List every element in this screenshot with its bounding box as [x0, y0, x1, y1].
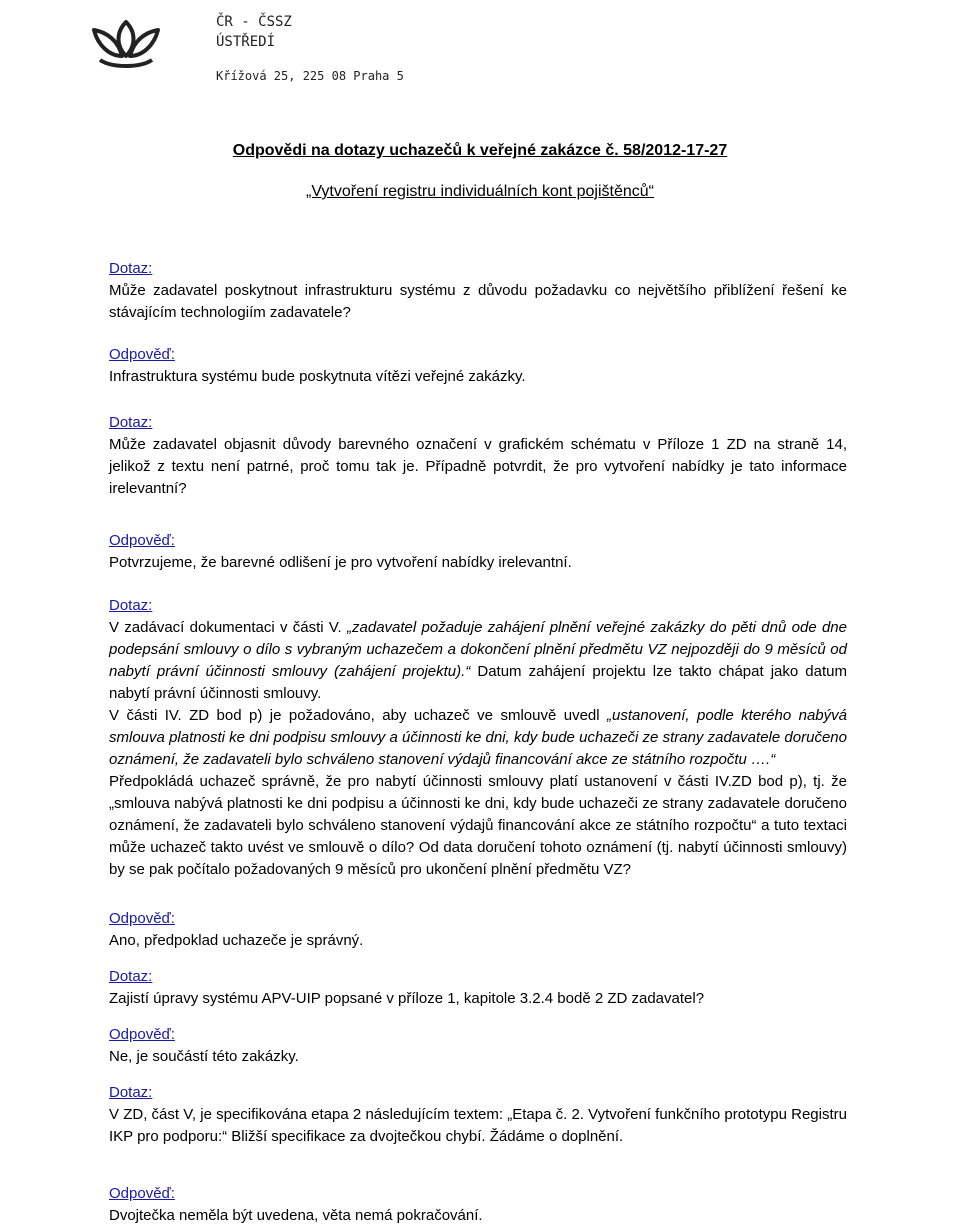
question-block: [109, 260, 847, 324]
question-label: Dotaz:: [109, 414, 153, 431]
answer-text: Ne, je součástí této zakázky.: [109, 1048, 299, 1065]
question-block: [109, 597, 847, 881]
answer-text: Potvrzujeme, že barevné odlišení je pro vytvoření nabídky irelevantní.: [109, 554, 572, 571]
answer-text: Dvojtečka neměla být uvedena, věta nemá pokračování.: [109, 1207, 483, 1224]
question-text: V ZD, část V, je specifikována etapa 2 následujícím textem: „Etapa č. 2. Vytvoření funkčního prototypu Registru IKP pro podporu:“ Bližší specifikace za dvojtečkou chybí. Žádáme o doplnění.: [109, 1106, 847, 1145]
question-block: [109, 414, 847, 500]
question-text: Může zadavatel poskytnout infrastrukturu systému z důvodu požadavku co největšího přiblížení řešení ke stávajícím technologiím zadavatele?: [109, 282, 847, 321]
question-label: Dotaz:: [109, 597, 153, 614]
question-text: Může zadavatel objasnit důvody barevného označení v grafickém schématu v Příloze 1 ZD na straně 14, jelikož z textu není patrné, proč tomu tak je. Případně potvrdit, že pro vytvoření nabídky je tato informace irelevantní?: [109, 436, 847, 497]
answer-label: Odpověď:: [109, 346, 175, 363]
answer-label: Odpověď:: [109, 532, 175, 549]
answer-block: [109, 346, 847, 388]
answer-label: Odpověď:: [109, 1185, 175, 1202]
answer-text: Infrastruktura systému bude poskytnuta vítězi veřejné zakázky.: [109, 368, 526, 385]
document-title: Odpovědi na dotazy uchazečů k veřejné zakázce č. 58/2012-17-27: [232, 142, 728, 159]
answer-block: [109, 1026, 847, 1068]
question-text: Zajistí úpravy systému APV-UIP popsané v příloze 1, kapitole 3.2.4 bodě 2 ZD zadavatel?: [109, 990, 705, 1007]
question-text-part: V části IV. ZD bod p) je požadováno, aby uchazeč ve smlouvě uvedl: [109, 707, 600, 724]
answer-block: [109, 532, 847, 574]
org-unit: ÚSTŘEDÍ: [216, 34, 276, 50]
org-name: ČR - ČSSZ: [216, 14, 292, 30]
org-address: Křížová 25, 225 08 Praha 5: [216, 69, 404, 83]
answer-text: Ano, předpoklad uchazeče je správný.: [109, 932, 364, 949]
question-text-part: Datum zahájení projektu lze takto chápat jako datum nabytí právní účinnosti smlouvy.: [109, 663, 847, 702]
question-text-part: Předpokládá uchazeč správně, že pro nabytí účinnosti smlouvy platí ustanovení v části IV.ZD bod p), tj. že „smlouva nabývá platnosti ke dni podpisu a účinnosti ke dni, kdy bude uchazeči ze strany zadavatele doručeno oznámení, že zadavateli bylo schváleno stanovení výdajů financování akce ze státního rozpočtu“ a tuto textaci může uchazeč takto uvést ve smlouvě o dílo? Od data doručení tohoto oznámení (tj. nabytí účinnosti smlouvy) by se pak počítalo požadovaných 9 měsíců pro ukončení plnění předmětu VZ?: [109, 773, 847, 878]
answer-block: [109, 1185, 847, 1227]
answer-block: [109, 910, 847, 952]
question-label: Dotaz:: [109, 1084, 153, 1101]
question-label: Dotaz:: [109, 260, 153, 277]
cssz-logo: [86, 16, 166, 72]
quoted-text: „zadavatel požaduje zahájení plnění veřejné zakázky do pěti dnů ode dne podepsání smlouvy o dílo s vybraným uchazečem a dokončení plnění předmětu VZ nejpozději do 9 měsíců od nabytí právní účinnosti smlouvy (zahájení projektu).“: [109, 619, 847, 680]
document-subtitle: „Vytvoření registru individuálních kont pojištěnců“: [305, 183, 655, 200]
question-text: [109, 617, 847, 881]
question-block: [109, 968, 847, 1010]
question-label: Dotaz:: [109, 968, 153, 985]
answer-label: Odpověď:: [109, 1026, 175, 1043]
quoted-text: „ustanovení, podle kterého nabývá smlouva platnosti ke dni podpisu smlouvy a účinnosti ke dni, kdy bude uchazeči ze strany zadavatele doručeno oznámení, že zadavateli bylo schváleno stanovení výdajů financování akce ze státního rozpočtu ….“: [109, 707, 847, 768]
question-block: [109, 1084, 847, 1148]
answer-label: Odpověď:: [109, 910, 175, 927]
question-text-part: V zadávací dokumentaci v části V.: [109, 619, 342, 636]
organization-header: [216, 12, 404, 86]
